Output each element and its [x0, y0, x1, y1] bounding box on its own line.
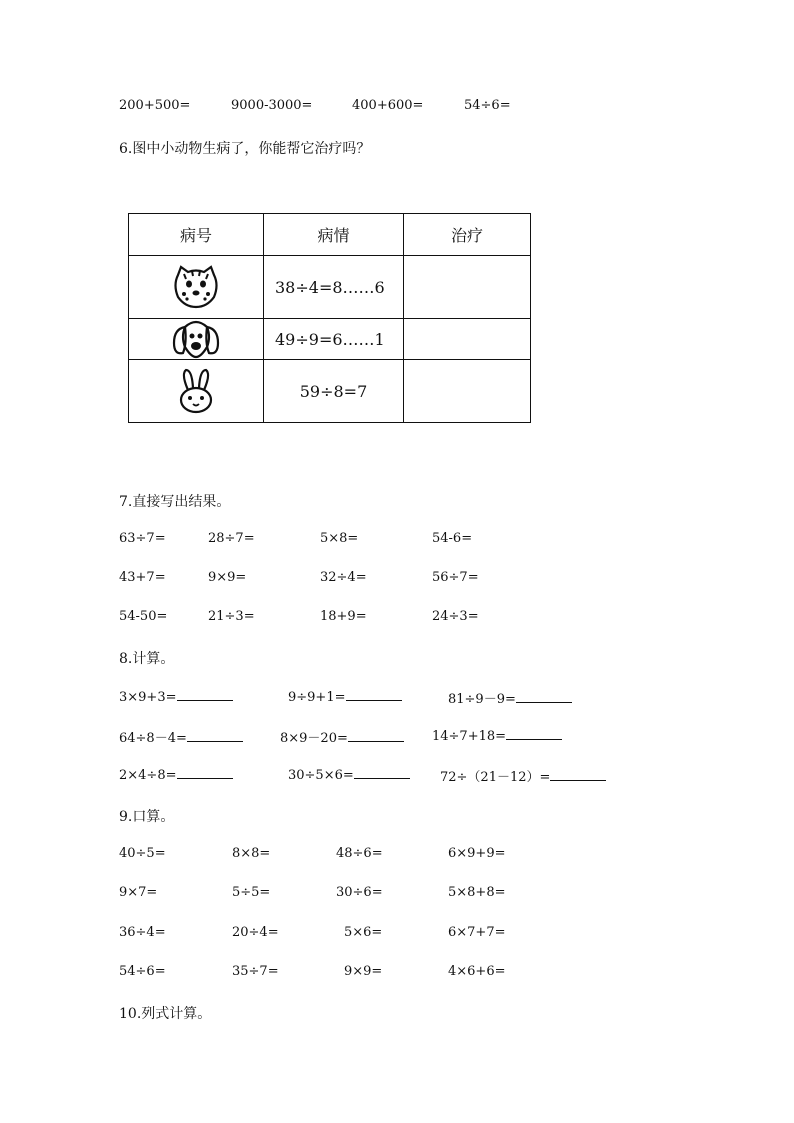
problem: 35÷7= — [232, 964, 279, 979]
answer-blank[interactable] — [346, 688, 402, 701]
problem — [119, 727, 243, 746]
problem: 63÷7= — [119, 531, 166, 546]
rabbit-icon — [176, 368, 216, 414]
problem: 5×8+8= — [448, 885, 506, 900]
header-condition: 病情 — [264, 214, 404, 256]
problem: 54-6= — [432, 531, 473, 546]
dog-icon — [171, 319, 221, 359]
problem: 4×6+6= — [448, 964, 506, 979]
problem: 9×9= — [208, 570, 247, 585]
table-row — [129, 360, 531, 423]
problem: 30÷6= — [336, 885, 383, 900]
condition-cell: 59÷8=7 — [264, 360, 404, 423]
problem: 24÷3= — [432, 609, 479, 624]
problem: 54÷6= — [464, 98, 511, 113]
problem: 6×9+9= — [448, 846, 506, 861]
problem — [288, 766, 410, 783]
treatment-cell[interactable] — [404, 319, 531, 360]
problem: 20÷4= — [232, 925, 279, 940]
problem: 6×7+7= — [448, 925, 506, 940]
problem: 5×8= — [320, 531, 359, 546]
answer-blank[interactable] — [187, 729, 243, 742]
q10-title: 10.列式计算。 — [119, 1006, 212, 1022]
problem: 54-50= — [119, 609, 168, 624]
problem-text: 3×9+3= — [119, 690, 177, 705]
q7-title: 7.直接写出结果。 — [119, 494, 231, 510]
problem — [119, 688, 233, 705]
table-row — [129, 319, 531, 360]
animal-cell — [129, 319, 264, 360]
table-header-row — [129, 214, 531, 256]
answer-blank[interactable] — [177, 688, 233, 701]
problem: 54÷6= — [119, 964, 166, 979]
animal-cell — [129, 360, 264, 423]
sick-animals-table — [128, 213, 531, 423]
answer-blank[interactable] — [177, 766, 233, 779]
problem-text: 72÷（21－12）= — [440, 770, 551, 785]
problem: 400+600= — [352, 98, 424, 113]
problem-text: 30÷5×6= — [288, 768, 354, 783]
problem: 9000-3000= — [231, 98, 313, 113]
problem — [432, 727, 562, 744]
treatment-cell[interactable] — [404, 256, 531, 319]
problem: 36÷4= — [119, 925, 166, 940]
problem — [288, 688, 402, 705]
problem-text: 2×4÷8= — [119, 768, 177, 783]
problem — [280, 727, 404, 746]
problem: 8×8= — [232, 846, 271, 861]
problem: 28÷7= — [208, 531, 255, 546]
answer-blank[interactable] — [348, 729, 404, 742]
problem: 56÷7= — [432, 570, 479, 585]
header-patient: 病号 — [129, 214, 264, 256]
condition-cell: 38÷4=8……6 — [264, 256, 404, 319]
q6-title: 6.图中小动物生病了，你能帮它治疗吗？ — [119, 141, 371, 157]
problem — [440, 766, 606, 785]
problem: 5÷5= — [232, 885, 271, 900]
tiger-icon — [172, 265, 220, 309]
q9-title: 9.口算。 — [119, 809, 175, 825]
problem: 32÷4= — [320, 570, 367, 585]
problem — [448, 688, 572, 707]
header-treatment: 治疗 — [404, 214, 531, 256]
problem-text: 14÷7+18= — [432, 729, 507, 744]
answer-blank[interactable] — [354, 766, 410, 779]
answer-blank[interactable] — [516, 690, 572, 703]
condition-cell: 49÷9=6……1 — [264, 319, 404, 360]
problem: 18+9= — [320, 609, 367, 624]
answer-blank[interactable] — [550, 768, 606, 781]
problem: 21÷3= — [208, 609, 255, 624]
problem: 43+7= — [119, 570, 166, 585]
treatment-cell[interactable] — [404, 360, 531, 423]
problem-text: 64÷8－4= — [119, 731, 187, 746]
answer-blank[interactable] — [506, 727, 562, 740]
animal-cell — [129, 256, 264, 319]
problem: 9×7= — [119, 885, 158, 900]
problem: 200+500= — [119, 98, 191, 113]
problem — [119, 766, 233, 783]
problem: 5×6= — [344, 925, 383, 940]
problem-text: 81÷9－9= — [448, 692, 516, 707]
problem-text: 8×9－20= — [280, 731, 348, 746]
problem: 40÷5= — [119, 846, 166, 861]
problem: 48÷6= — [336, 846, 383, 861]
problem: 9×9= — [344, 964, 383, 979]
problem-text: 9÷9+1= — [288, 690, 346, 705]
q8-title: 8.计算。 — [119, 651, 175, 667]
table-row — [129, 256, 531, 319]
